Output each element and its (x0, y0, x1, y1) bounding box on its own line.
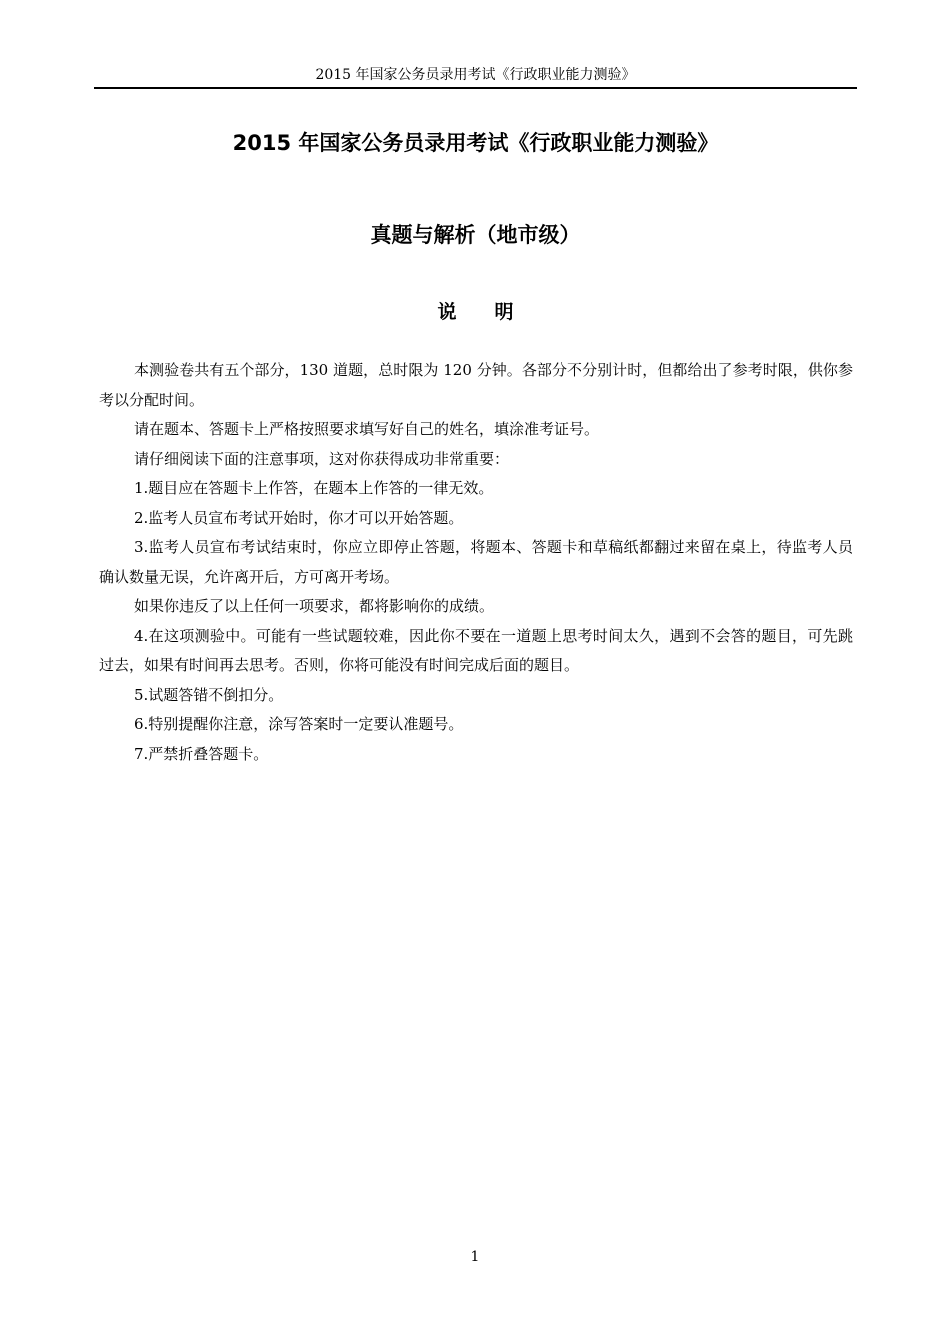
paragraph-overview: 本测验卷共有五个部分，130 道题，总时限为 120 分钟。各部分不分别计时，但都给出了参考时限，供你参考以分配时间。 (99, 361, 853, 409)
instructions-body (99, 356, 853, 769)
rule-item-3: 3.监考人员宣布考试结束时，你应立即停止答题，将题本、答题卡和草稿纸都翻过来留在桌上，待监考人员确认数量无误，允许离开后，方可离开考场。 (99, 538, 853, 586)
paragraph-read-notes: 请仔细阅读下面的注意事项，这对你获得成功非常重要： (134, 449, 510, 468)
rule-item-2: 2.监考人员宣布考试开始时，你才可以开始答题。 (134, 508, 464, 527)
document-title: 2015 年国家公务员录用考试《行政职业能力测验》 (232, 131, 719, 155)
rule-item-7: 7.严禁折叠答题卡。 (134, 744, 269, 763)
document-subtitle: 真题与解析（地市级） (370, 223, 581, 247)
paragraph-fill-name: 请在题本、答题卡上严格按照要求填写好自己的姓名，填涂准考证号。 (134, 420, 600, 438)
rule-item-1: 1.题目应在答题卡上作答，在题本上作答的一律无效。 (134, 479, 494, 497)
rule-item-6: 6.特别提醒你注意，涂写答案时一定要认准题号。 (134, 715, 464, 733)
section-heading-char-1: 说 (437, 301, 457, 323)
rule-item-5: 5.试题答错不倒扣分。 (134, 685, 284, 704)
page-number: 1 (470, 1249, 480, 1265)
running-header: 2015 年国家公务员录用考试《行政职业能力测验》 (315, 67, 636, 83)
section-heading-instructions (94, 298, 857, 326)
section-heading-char-2: 明 (494, 301, 514, 323)
rule-item-4: 4.在这项测验中。可能有一些试题较难，因此你不要在一道题上思考时间太久，遇到不会答的题目，可先跳过去，如果有时间再去思考。否则，你将可能没有时间完成后面的题目。 (99, 626, 853, 674)
paragraph-violation-warning: 如果你违反了以上任何一项要求，都将影响你的成绩。 (134, 597, 495, 615)
header-divider (94, 87, 857, 89)
